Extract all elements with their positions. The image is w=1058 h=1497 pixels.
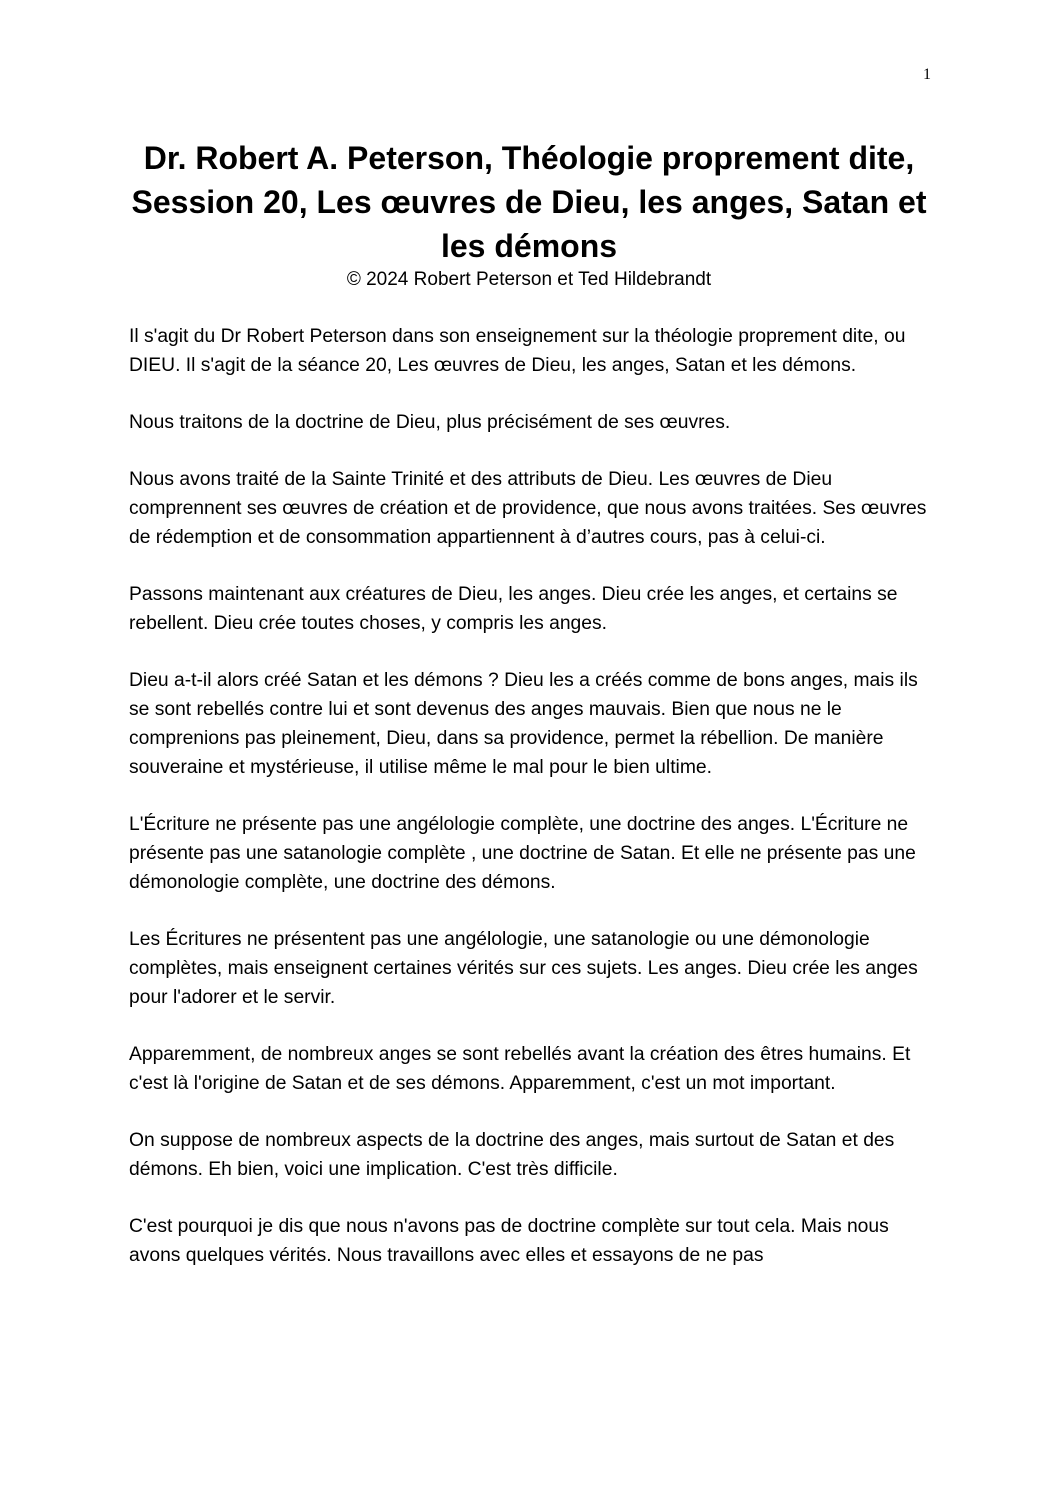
paragraph: Apparemment, de nombreux anges se sont rebellés avant la création des êtres humains. Et c'est là l'origine de Satan et de ses démons. Apparemment, c'est un mot important. xyxy=(129,1044,911,1094)
paragraph: Dieu a-t-il alors créé Satan et les démons ? Dieu les a créés comme de bons anges, mais ils se sont rebellés contre lui et sont devenus des anges mauvais. Bien que nous ne le comprenions pas pleinement, Dieu, dans sa providence, permet la rébellion. De manière souveraine et mystérieuse, il utilise même le mal pour le bien ultime. xyxy=(129,670,918,778)
document-body xyxy=(129,322,929,1298)
paragraph: Il s'agit du Dr Robert Peterson dans son enseignement sur la théologie proprement dite, ou DIEU. Il s'agit de la séance 20, Les œuvres de Dieu, les anges, Satan et les démons. xyxy=(129,326,906,376)
paragraph: L'Écriture ne présente pas une angélologie complète, une doctrine des anges. L'Écriture ne présente pas une satanologie complète , une doctrine de Satan. Et elle ne présente pas une démonologie complète, une doctrine des démons. xyxy=(129,814,916,893)
paragraph: Les Écritures ne présentent pas une angélologie, une satanologie ou une démonologie complètes, mais enseignent certaines vérités sur ces sujets. Les anges. Dieu crée les anges pour l'adorer et le servir. xyxy=(129,929,918,1008)
page-number: 1 xyxy=(923,66,931,83)
paragraph: Nous avons traité de la Sainte Trinité et des attributs de Dieu. Les œuvres de Dieu comprennent ses œuvres de création et de providence, que nous avons traitées. Ses œuvres de rédemption et de consommation appartiennent à d’autres cours, pas à celui-ci. xyxy=(129,469,927,548)
paragraph: On suppose de nombreux aspects de la doctrine des anges, mais surtout de Satan et des démons. Eh bien, voici une implication. C'est très difficile. xyxy=(129,1130,895,1180)
copyright-line: © 2024 Robert Peterson et Ted Hildebrandt xyxy=(346,269,712,290)
paragraph: Passons maintenant aux créatures de Dieu, les anges. Dieu crée les anges, et certains se rebellent. Dieu crée toutes choses, y compris les anges. xyxy=(129,584,898,634)
paragraph: C'est pourquoi je dis que nous n'avons pas de doctrine complète sur tout cela. Mais nous avons quelques vérités. Nous travaillons avec elles et essayons de ne pas xyxy=(129,1216,889,1266)
document-title: Dr. Robert A. Peterson, Théologie proprement dite, Session 20, Les œuvres de Dieu, les anges, Satan et les démons xyxy=(131,140,927,264)
paragraph: Nous traitons de la doctrine de Dieu, plus précisément de ses œuvres. xyxy=(129,412,731,433)
